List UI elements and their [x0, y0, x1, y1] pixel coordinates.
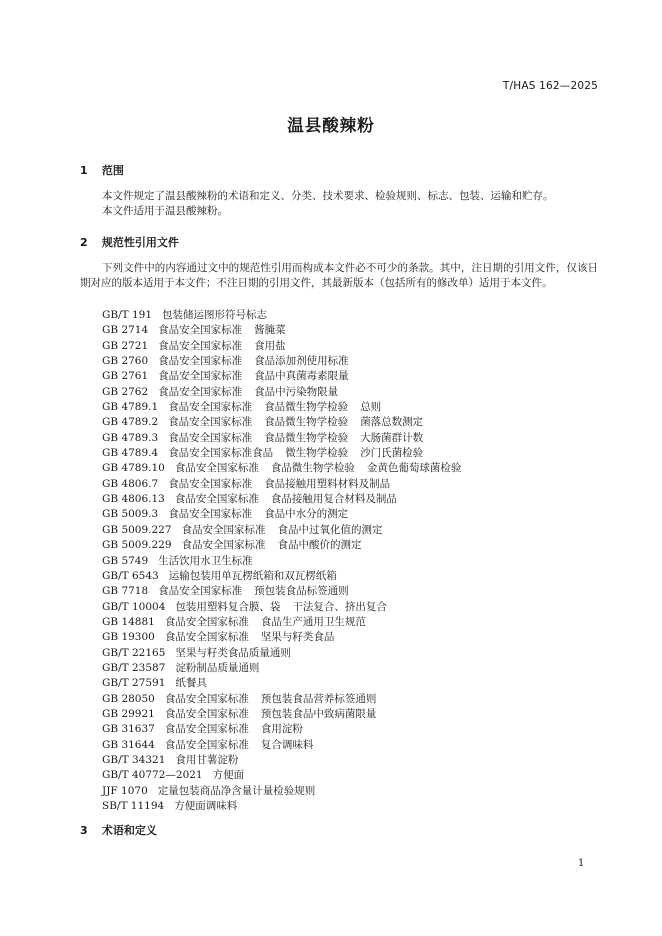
section-heading-normative-references [80, 234, 179, 250]
reference-t2: 食品中过氧化值的测定 [277, 523, 383, 536]
standard-code: T/HAS 162—2025 [502, 80, 598, 92]
reference-t1: 食品安全国家标准 [164, 738, 249, 751]
reference-t3: 总则 [360, 401, 382, 414]
reference-t1: 食品安全国家标准 [174, 493, 259, 506]
reference-code: GB 5009.229 [102, 539, 172, 552]
reference-t1: 食品安全国家标准 [168, 477, 253, 490]
reference-t1: 食品安全国家标准 [168, 401, 253, 414]
reference-t1: 食品安全国家标准 [168, 508, 253, 521]
reference-t2: 食品微生物学检验 [264, 416, 349, 429]
reference-t1: 淀粉制品质量通则 [175, 661, 260, 674]
reference-item [102, 369, 602, 384]
reference-t2: 坚果与籽类食品 [260, 631, 335, 644]
reference-code: GB 5009.227 [102, 523, 172, 536]
reference-item [102, 477, 602, 492]
reference-t2: 食品添加剂使用标准 [254, 355, 349, 368]
reference-item [102, 661, 602, 676]
reference-item [102, 722, 602, 737]
section-title: 规范性引用文件 [101, 236, 179, 249]
reference-t3: 大肠菌群计数 [360, 431, 424, 444]
reference-item [102, 768, 602, 783]
reference-t1: 食品安全国家标准 [164, 631, 249, 644]
reference-code: GB 4789.3 [102, 431, 159, 444]
reference-item [102, 738, 602, 753]
reference-item [102, 630, 602, 645]
reference-item [102, 354, 602, 369]
reference-t2: 食品微生物学检验 [270, 462, 355, 475]
reference-item [102, 692, 602, 707]
reference-t3: 沙门氏菌检验 [360, 447, 424, 460]
reference-t2: 食品中水分的测定 [264, 508, 349, 521]
reference-t1: 食品安全国家标准 [174, 462, 259, 475]
reference-code: GB/T 22165 [102, 646, 166, 659]
reference-item [102, 707, 602, 722]
reference-code: GB/T 23587 [102, 661, 166, 674]
reference-item [102, 600, 602, 615]
reference-t2: 食品微生物学检验 [264, 401, 349, 414]
reference-t1: 食品安全国家标准 [158, 324, 243, 337]
reference-item [102, 538, 602, 553]
reference-code: GB/T 191 [102, 309, 153, 321]
reference-code: GB 4789.4 [102, 447, 159, 460]
reference-t1: 包装储运图形符号标志 [162, 309, 268, 321]
reference-t2: 食品中污染物限量 [254, 385, 339, 398]
section-heading-scope [80, 162, 124, 178]
reference-item [102, 507, 602, 522]
reference-t1: 方便面 [212, 769, 245, 782]
reference-item [102, 554, 602, 569]
reference-code: GB/T 27591 [102, 677, 166, 690]
reference-item [102, 308, 602, 323]
reference-code: GB 5749 [102, 554, 149, 567]
reference-code: GB 4789.2 [102, 416, 159, 429]
reference-code: GB 2760 [102, 355, 149, 368]
reference-code: GB 19300 [102, 631, 155, 644]
reference-t1: 食品安全国家标准 [181, 523, 266, 536]
reference-t2: 干法复合、挤出复合 [292, 600, 387, 613]
reference-t2: 食品中真菌毒素限量 [254, 370, 349, 383]
reference-t1: 食品安全国家标准 [168, 431, 253, 444]
reference-t2: 预包装食品营养标签通则 [260, 692, 377, 705]
reference-code: GB 4789.10 [102, 462, 165, 475]
reference-t2: 食用淀粉 [260, 723, 303, 736]
reference-code: GB 7718 [102, 585, 149, 598]
references-intro-paragraph: 下列文件中的内容通过文中的规范性引用而构成本文件必不可少的条款。其中，注日期的引用文件，仅该日期对应的版本适用于本文件；不注日期的引用文件，其最新版本（包括所有的修改单）适用于本文件。 [80, 262, 598, 290]
reference-t2: 预包装食品中致病菌限量 [260, 707, 377, 720]
reference-t1: 纸餐具 [175, 677, 207, 690]
section-heading-terms [80, 822, 157, 838]
reference-t1: 坚果与籽类食品质量通则 [175, 646, 291, 659]
reference-code: GB/T 34321 [102, 753, 166, 766]
reference-item [102, 615, 602, 630]
reference-list [102, 308, 602, 814]
reference-t2: 微生物学检验 [285, 447, 349, 460]
reference-code: SB/T 11194 [102, 800, 165, 812]
reference-t1: 食品安全国家标准 [158, 385, 243, 398]
reference-item [102, 446, 602, 461]
reference-item [102, 415, 602, 430]
section-number: 3 [80, 824, 88, 837]
reference-t2: 预包装食品标签通则 [254, 585, 349, 598]
reference-code: GB/T 10004 [102, 600, 166, 613]
reference-t1: 方便面调味料 [174, 800, 238, 812]
reference-code: GB 31644 [102, 738, 155, 751]
reference-t1: 食品安全国家标准 [158, 585, 243, 598]
reference-code: GB 28050 [102, 692, 155, 705]
reference-t1: 食品安全国家标准 [158, 355, 243, 368]
section-number: 1 [80, 164, 88, 177]
reference-t1: 食品安全国家标准 [168, 416, 253, 429]
reference-code: GB 2721 [102, 339, 149, 352]
reference-item [102, 492, 602, 507]
scope-paragraph-2: 本文件适用于温县酸辣粉。 [102, 205, 228, 217]
reference-t2: 食品中酸价的测定 [277, 539, 362, 552]
reference-t2: 食用盐 [254, 339, 286, 352]
scope-paragraph-1: 本文件规定了温县酸辣粉的术语和定义、分类、技术要求、检验规则、标志、包装、运输和贮存。 [102, 190, 554, 202]
reference-item [102, 523, 602, 538]
reference-item [102, 784, 602, 799]
reference-item [102, 385, 602, 400]
reference-t3: 金黄色葡萄球菌检验 [366, 462, 462, 475]
reference-t1: 食品安全国家标准 [181, 539, 266, 552]
reference-t1: 食品安全国家标准 [164, 707, 249, 720]
reference-code: GB/T 40772—2021 [102, 769, 203, 782]
reference-t1: 运输包装用单瓦楞纸箱和双瓦楞纸箱 [168, 569, 337, 582]
section-title: 范围 [101, 164, 124, 177]
reference-code: GB/T 6543 [102, 569, 159, 582]
reference-item [102, 339, 602, 354]
reference-item [102, 431, 602, 446]
reference-item [102, 646, 602, 661]
reference-code: GB 4806.13 [102, 493, 165, 506]
reference-t1: 食品安全国家标准食品 [168, 447, 274, 460]
reference-item [102, 799, 602, 814]
reference-code: GB 4789.1 [102, 401, 159, 414]
reference-item [102, 584, 602, 599]
reference-item [102, 323, 602, 338]
reference-code: GB 5009.3 [102, 508, 159, 521]
reference-t2: 酱腌菜 [254, 324, 286, 337]
reference-code: JJF 1070 [102, 784, 148, 797]
reference-code: GB 2762 [102, 385, 149, 398]
section-number: 2 [80, 236, 88, 249]
reference-t2: 食品接触用塑料材料及制品 [264, 477, 391, 490]
reference-t1: 生活饮用水卫生标准 [158, 554, 253, 567]
reference-t2: 食品生产通用卫生规范 [260, 615, 366, 628]
reference-t1: 食品安全国家标准 [158, 339, 243, 352]
reference-t2: 食品接触用复合材料及制品 [270, 493, 397, 506]
reference-item [102, 676, 602, 691]
reference-code: GB 2761 [102, 370, 149, 383]
reference-code: GB 2714 [102, 324, 149, 337]
reference-item [102, 461, 602, 476]
section-title: 术语和定义 [101, 824, 157, 837]
document-title: 温县酸辣粉 [287, 116, 375, 135]
reference-t3: 菌落总数测定 [360, 416, 424, 429]
reference-t2: 复合调味料 [260, 738, 314, 751]
reference-code: GB 14881 [102, 615, 155, 628]
reference-code: GB 31637 [102, 723, 155, 736]
reference-item [102, 400, 602, 415]
reference-code: GB 4806.7 [102, 477, 159, 490]
reference-t1: 包装用塑料复合膜、袋 [175, 600, 281, 613]
reference-t1: 食品安全国家标准 [158, 370, 243, 383]
reference-item [102, 753, 602, 768]
page-number: 1 [578, 858, 585, 869]
reference-t1: 食品安全国家标准 [164, 723, 249, 736]
reference-t2: 食品微生物学检验 [264, 431, 349, 444]
reference-item [102, 569, 602, 584]
reference-t1: 食品安全国家标准 [164, 692, 249, 705]
reference-t1: 定量包装商品净含量计量检验规则 [157, 784, 316, 797]
reference-t1: 食用甘薯淀粉 [175, 753, 239, 766]
reference-t1: 食品安全国家标准 [164, 615, 249, 628]
reference-code: GB 29921 [102, 707, 155, 720]
